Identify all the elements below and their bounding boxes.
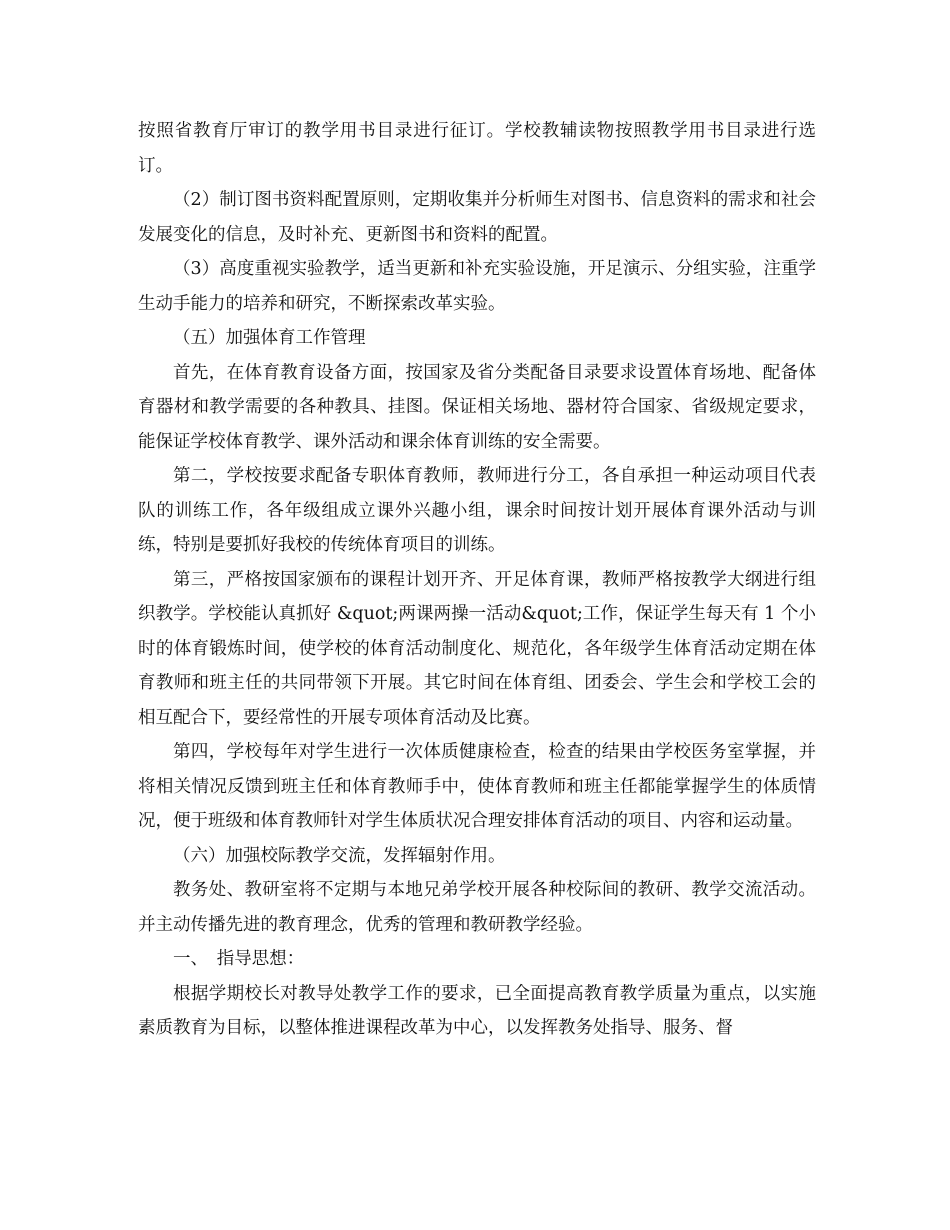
paragraph-book-config: （2）制订图书资料配置原则，定期收集并分析师生对图书、信息资料的需求和社会发展变化的信息，及时补充、更新图书和资料的配置。 xyxy=(138,190,816,245)
section-heading-inter-school-exchange: （六）加强校际教学交流，发挥辐射作用。 xyxy=(173,845,506,866)
document-body xyxy=(138,114,816,1046)
paragraph-exchange-activities: 教务处、教研室将不定期与本地兄弟学校开展各种校际间的教研、教学交流活动。并主动传播先进的教育理念，优秀的管理和教研教学经验。 xyxy=(138,880,816,935)
paragraph-experiment-teaching: （3）高度重视实验教学，适当更新和补充实验设施，开足演示、分组实验，注重学生动手能力的培养和研究，不断探索改革实验。 xyxy=(138,259,816,314)
paragraph-pe-teachers: 第二，学校按要求配备专职体育教师，教师进行分工，各自承担一种运动项目代表队的训练工作，各年级组成立课外兴趣小组，课余时间按计划开展体育课外活动与训练，特别是要抓好我校的传统体育项目的训练。 xyxy=(138,466,816,555)
section-heading-guiding-ideology: 一、 指导思想： xyxy=(173,949,305,969)
paragraph-continuation: 按照省教育厅审订的教学用书目录进行征订。学校教辅读物按照教学用书目录进行选订。 xyxy=(138,121,816,176)
paragraph-pe-curriculum: 第三，严格按国家颁布的课程计划开齐、开足体育课，教师严格按教学大纲进行组织教学。学校能认真抓好 &quot;两课两操一活动&quot;工作，保证学生每天有 1 个小时的体育锻炼时间，使学校的体育活动制度化、规范化，各年级学生体育活动定期在体育教师和班主任的共同带领下开展。其它时间在体育组、团委会、学生会和学校工会的相互配合下，要经常性的开展专项体育活动及比赛。 xyxy=(138,569,816,728)
paragraph-guiding-ideology: 根据学期校长对教导处教学工作的要求，已全面提高教育教学质量为重点，以实施素质教育为目标，以整体推进课程改革为中心，以发挥教务处指导、服务、督 xyxy=(138,983,816,1038)
section-heading-pe-management: （五）加强体育工作管理 xyxy=(173,328,366,348)
paragraph-pe-equipment: 首先，在体育教育设备方面，按国家及省分类配备目录要求设置体育场地、配备体育器材和教学需要的各种教具、挂图。保证相关场地、器材符合国家、省级规定要求，能保证学校体育教学、课外活动和课余体育训练的安全需要。 xyxy=(138,362,816,452)
paragraph-health-check: 第四，学校每年对学生进行一次体质健康检查，检查的结果由学校医务室掌握，并将相关情况反馈到班主任和体育教师手中，使体育教师和班主任都能掌握学生的体质情况，便于班级和体育教师针对学生体质状况合理安排体育活动的项目、内容和运动量。 xyxy=(138,742,816,831)
